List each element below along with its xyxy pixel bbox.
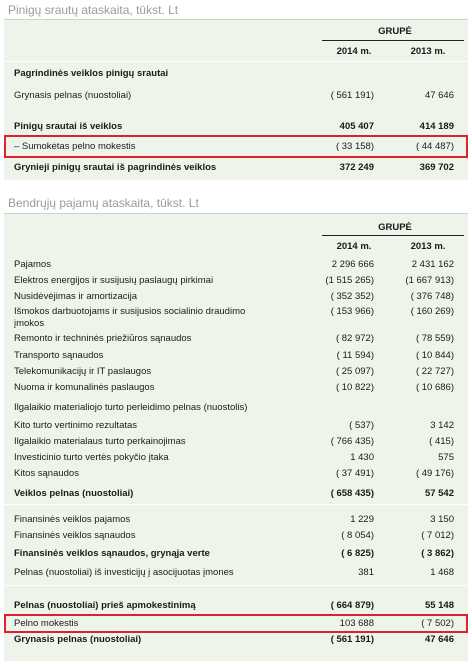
- highlight-box: [4, 135, 468, 158]
- value-2014: ( 561 191): [330, 634, 374, 645]
- row-label: Pelno mokestis: [14, 618, 79, 629]
- value-2013: ( 160 269): [410, 306, 454, 317]
- row-label: Finansinės veiklos sąnaudos: [14, 530, 136, 541]
- value-2014: 1 430: [350, 452, 374, 463]
- value-2013: 369 702: [419, 162, 454, 173]
- value-2013: 55 148: [424, 600, 454, 611]
- value-2014: ( 6 825): [341, 548, 374, 559]
- value-2014: ( 10 822): [335, 382, 374, 393]
- row-label: Veiklos pelnas (nuostoliai): [14, 488, 134, 499]
- value-2014: ( 25 097): [335, 366, 374, 377]
- cashflow-year-2014: 2014 m.: [336, 46, 372, 57]
- value-2013: ( 10 686): [415, 382, 454, 393]
- value-2014: ( 664 879): [330, 600, 374, 611]
- row-separator: [4, 585, 468, 586]
- cashflow-title: Pinigų srautų ataskaita, tūkst. Lt: [8, 3, 179, 17]
- row-label: Ilgalaikio materialiojo turto perleidimo pelnas (nuostolis): [14, 402, 248, 413]
- row-label: Pinigų srautai iš veiklos: [14, 121, 123, 132]
- cashflow-header-rule: [322, 40, 464, 41]
- value-2013: ( 78 559): [415, 333, 454, 344]
- value-2014: (1 515 265): [325, 275, 374, 286]
- value-2014: ( 11 594): [336, 350, 374, 361]
- income-group-header: GRUPĖ: [378, 222, 412, 233]
- row-label: Elektros energijos ir susijusių paslaugų pirkimai: [14, 275, 214, 286]
- value-2013: 3 150: [430, 514, 454, 525]
- value-2013: ( 3 862): [421, 548, 454, 559]
- value-2013: 1 468: [430, 567, 454, 578]
- row-separator: [4, 504, 468, 505]
- value-2013: ( 22 727): [415, 366, 454, 377]
- row-label: Kitos sąnaudos: [14, 468, 79, 479]
- value-2013: ( 7 502): [421, 618, 454, 629]
- value-2013: 575: [438, 452, 454, 463]
- value-2013: ( 49 176): [415, 468, 454, 479]
- income-year-2013: 2013 m.: [410, 241, 446, 252]
- value-2013: ( 415): [429, 436, 454, 447]
- value-2014: ( 37 491): [335, 468, 374, 479]
- value-2014: 405 407: [339, 121, 374, 132]
- row-label: Finansinės veiklos sąnaudos, grynąja verte: [14, 548, 210, 559]
- value-2014: ( 537): [349, 420, 374, 431]
- row-label: Nuoma ir komunalinės paslaugos: [14, 382, 155, 393]
- value-2014: ( 561 191): [330, 90, 374, 101]
- value-2013: 47 646: [424, 90, 454, 101]
- value-2013: 2 431 162: [411, 259, 454, 270]
- cashflow-group-header: GRUPĖ: [378, 26, 412, 37]
- cashflow-year-2013: 2013 m.: [410, 46, 446, 57]
- value-2013: ( 376 748): [410, 291, 454, 302]
- value-2014: 2 296 666: [331, 259, 374, 270]
- row-separator: [4, 61, 468, 62]
- value-2013: ( 44 487): [415, 141, 454, 152]
- value-2013: 414 189: [419, 121, 454, 132]
- highlight-box: [4, 614, 468, 633]
- row-label: Grynieji pinigų srautai iš pagrindinės veiklos: [14, 162, 217, 173]
- row-label: Telekomunikacijų ir IT paslaugos: [14, 366, 152, 377]
- income-title: Bendrųjų pajamų ataskaita, tūkst. Lt: [8, 196, 199, 210]
- value-2013: ( 10 844): [415, 350, 454, 361]
- row-label: Grynasis pelnas (nuostoliai): [14, 90, 132, 101]
- value-2013: ( 7 012): [421, 530, 454, 541]
- value-2014: ( 33 158): [335, 141, 374, 152]
- row-label: Pagrindinės veiklos pinigų srautai: [14, 68, 169, 79]
- income-header-rule: [322, 235, 464, 236]
- value-2014: ( 8 054): [341, 530, 374, 541]
- row-label: – Sumokėtas pelno mokestis: [14, 141, 136, 152]
- row-label: Finansinės veiklos pajamos: [14, 514, 131, 525]
- row-label-continued: įmokos: [14, 318, 45, 329]
- income-year-2014: 2014 m.: [336, 241, 372, 252]
- value-2014: 381: [358, 567, 374, 578]
- value-2014: 1 229: [350, 514, 374, 525]
- value-2014: ( 352 352): [330, 291, 374, 302]
- row-label: Išmokos darbuotojams ir susijusios socialinio draudimo: [14, 306, 246, 317]
- value-2014: ( 658 435): [330, 488, 374, 499]
- value-2014: ( 766 435): [330, 436, 374, 447]
- row-label: Nusidėvėjimas ir amortizacija: [14, 291, 138, 302]
- row-label: Pelnas (nuostoliai) iš investicijų į asocijuotas įmones: [14, 567, 234, 578]
- value-2013: (1 667 913): [405, 275, 454, 286]
- row-label: Pelnas (nuostoliai) prieš apmokestinimą: [14, 600, 196, 611]
- row-label: Remonto ir techninės priežiūros sąnaudos: [14, 333, 192, 344]
- row-label: Transporto sąnaudos: [14, 350, 104, 361]
- row-label: Grynasis pelnas (nuostoliai): [14, 634, 142, 645]
- row-label: Kito turto vertinimo rezultatas: [14, 420, 138, 431]
- value-2013: 3 142: [430, 420, 454, 431]
- row-label: Pajamos: [14, 259, 51, 270]
- row-label: Investicinio turto vertės pokyčio įtaka: [14, 452, 169, 463]
- value-2014: 372 249: [339, 162, 374, 173]
- value-2014: ( 153 966): [330, 306, 374, 317]
- value-2014: ( 82 972): [335, 333, 374, 344]
- value-2014: 103 688: [339, 618, 374, 629]
- value-2013: 57 542: [424, 488, 454, 499]
- value-2013: 47 646: [424, 634, 454, 645]
- row-label: Ilgalaikio materialaus turto perkainojimas: [14, 436, 186, 447]
